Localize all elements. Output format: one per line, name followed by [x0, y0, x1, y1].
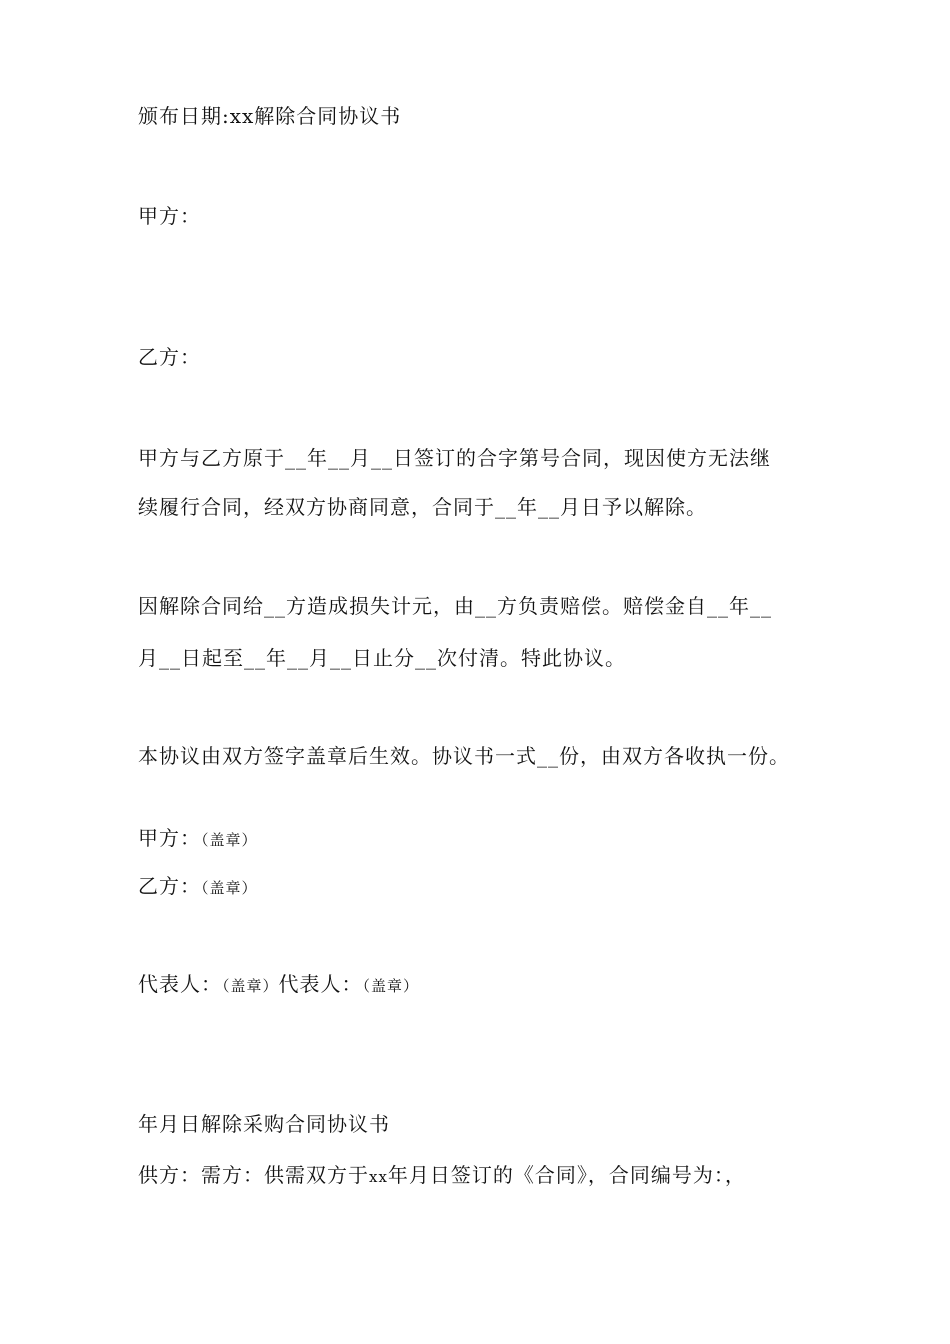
rep-value-1: （盖章）	[222, 977, 279, 995]
section-2-line-1-xx: xx	[369, 1168, 388, 1186]
section-2-line-1-part-b: 年月日签订的《合同》，合同编号为：，	[387, 1163, 746, 1187]
representative-line	[138, 972, 419, 998]
seal-line-party-a	[138, 826, 258, 852]
rep-label-2: 代表人：	[278, 972, 363, 996]
rep-label-1: 代表人：	[138, 972, 222, 996]
seal-a-value: （盖章）	[201, 831, 258, 849]
section-2-title: 年月日解除采购合同协议书	[138, 1112, 390, 1136]
rep-value-2: （盖章）	[362, 977, 420, 995]
paragraph-3: 本协议由双方签字盖章后生效。协议书一式__份，由双方各收执一份。	[138, 744, 790, 768]
seal-a-label: 甲方：	[138, 826, 201, 850]
seal-b-label: 乙方：	[138, 874, 201, 898]
document-header: 颁布日期:xx解除合同协议书	[138, 104, 402, 128]
paragraph-1-line-1: 甲方与乙方原于__年__月__日签订的合字第号合同，现因使方无法继	[138, 446, 771, 470]
paragraph-2-line-2: 月__日起至__年__月__日止分__次付清。特此协议。	[138, 646, 626, 670]
section-2-line-1-part-a: 供方：需方：供需双方于	[138, 1163, 369, 1187]
seal-line-party-b	[138, 874, 258, 900]
section-2-line-1	[138, 1163, 746, 1189]
party-a-label: 甲方：	[138, 204, 201, 228]
party-b-label: 乙方：	[138, 345, 201, 369]
paragraph-1-line-2: 续履行合同，经双方协商同意，合同于__年__月日予以解除。	[138, 495, 707, 519]
seal-b-value: （盖章）	[201, 879, 258, 897]
paragraph-2-line-1: 因解除合同给__方造成损失计元，由__方负责赔偿。赔偿金自__年__	[138, 594, 772, 618]
